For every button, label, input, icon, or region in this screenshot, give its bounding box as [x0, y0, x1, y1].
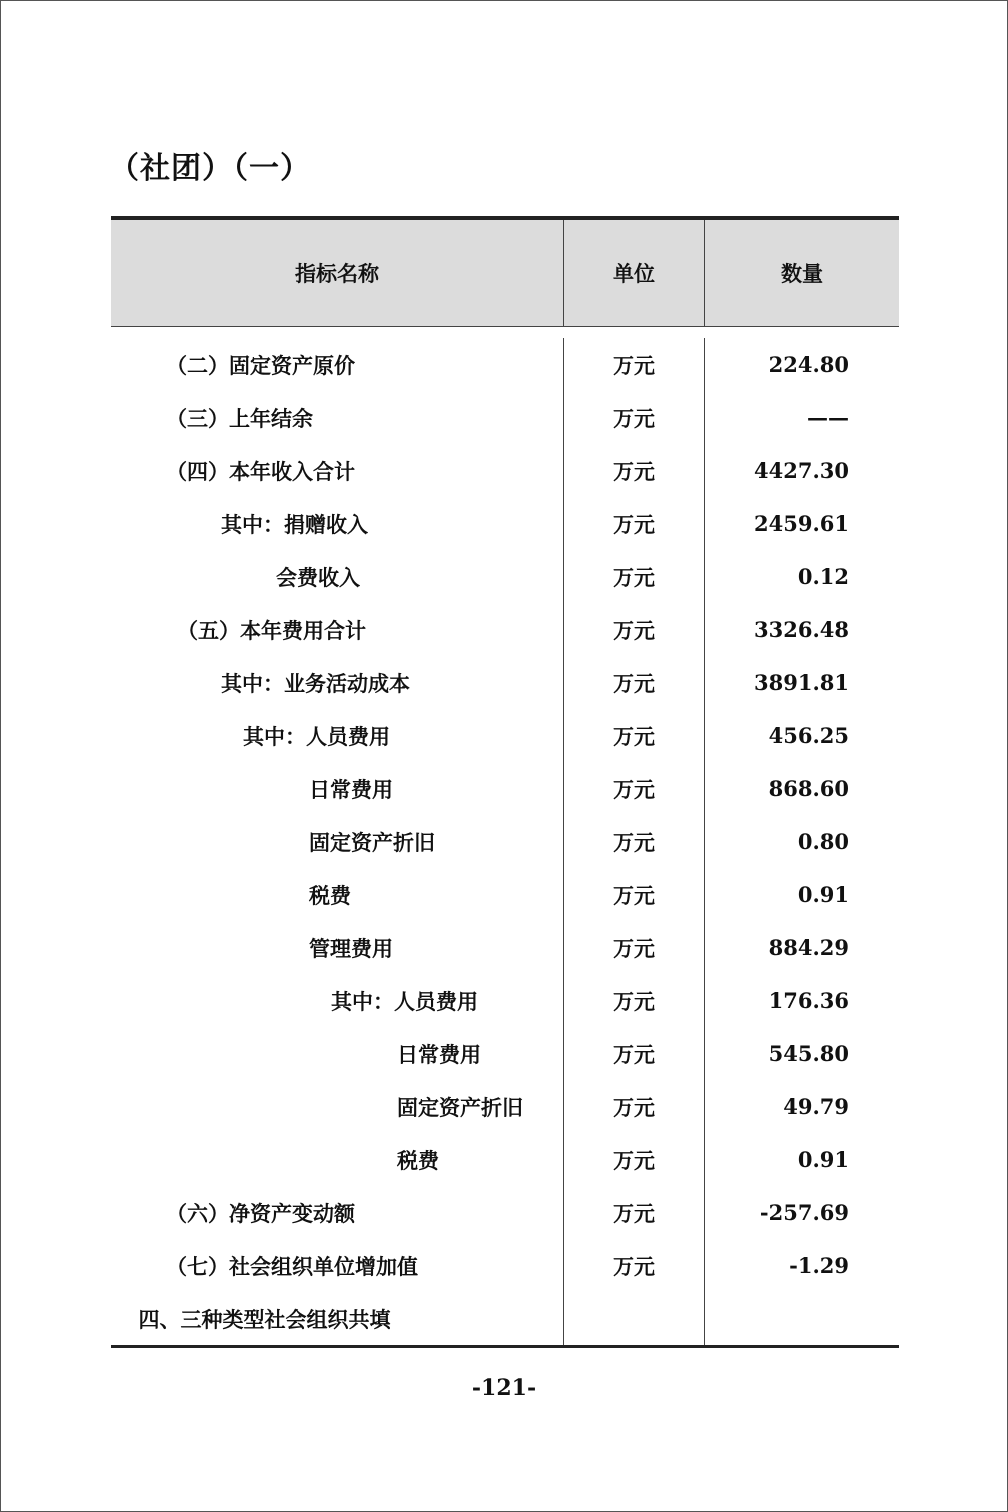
indicator-name-cell: （四）本年收入合计 [166, 458, 355, 484]
indicator-name-cell: 税费 [309, 882, 351, 908]
table-row [111, 1239, 899, 1292]
unit-cell: 万元 [563, 868, 704, 921]
quantity-cell: 3326.48 [704, 603, 899, 656]
quantity-cell: 545.80 [704, 1027, 899, 1080]
table-row [111, 550, 899, 603]
table-row [111, 656, 899, 709]
indicator-name-cell: 固定资产折旧 [309, 829, 435, 855]
page-title: （社团）（一） [109, 151, 311, 186]
quantity-cell: 868.60 [704, 762, 899, 815]
table-bottom-rule [111, 1345, 899, 1348]
indicator-name-cell: 其中：人员费用 [331, 988, 478, 1014]
indicator-name-cell: 固定资产折旧 [397, 1094, 523, 1120]
indicator-name-cell: （六）净资产变动额 [166, 1200, 355, 1226]
indicator-name-cell: 四、三种类型社会组织共填 [138, 1306, 391, 1332]
unit-cell: 万元 [563, 709, 704, 762]
unit-cell: 万元 [563, 1080, 704, 1133]
table-header [111, 220, 899, 327]
indicator-name-cell: 日常费用 [309, 776, 393, 802]
indicator-name-cell: 其中：捐赠收入 [221, 511, 368, 537]
unit-cell: 万元 [563, 815, 704, 868]
table-row [111, 1080, 899, 1133]
quantity-cell: 0.12 [704, 550, 899, 603]
indicator-name-cell: （三）上年结余 [166, 405, 313, 431]
indicator-name-cell: 会费收入 [276, 564, 360, 590]
unit-cell: 万元 [563, 497, 704, 550]
table-row [111, 497, 899, 550]
unit-cell: 万元 [563, 1133, 704, 1186]
quantity-cell: -257.69 [704, 1186, 899, 1239]
indicator-name-cell: （二）固定资产原价 [166, 352, 355, 378]
unit-cell: 万元 [563, 391, 704, 444]
quantity-cell: 2459.61 [704, 497, 899, 550]
table-row [111, 709, 899, 762]
indicator-name-cell: 其中：人员费用 [243, 723, 390, 749]
header-indicator-name: 指标名称 [295, 261, 379, 286]
unit-cell: 万元 [563, 1239, 704, 1292]
table-body [111, 327, 899, 1345]
quantity-cell: 3891.81 [704, 656, 899, 709]
table-row [111, 391, 899, 444]
indicator-name-cell: 其中：业务活动成本 [221, 670, 410, 696]
table-row [111, 868, 899, 921]
statistics-table [111, 216, 899, 1348]
unit-cell: 万元 [563, 603, 704, 656]
indicator-name-cell: 管理费用 [309, 935, 393, 961]
unit-cell: 万元 [563, 338, 704, 391]
header-unit: 单位 [563, 220, 704, 326]
indicator-name-cell: （五）本年费用合计 [177, 617, 366, 643]
quantity-cell: 4427.30 [704, 444, 899, 497]
table-row [111, 1133, 899, 1186]
quantity-cell: —— [704, 391, 899, 444]
unit-cell [563, 1292, 704, 1345]
unit-cell: 万元 [563, 762, 704, 815]
unit-cell: 万元 [563, 656, 704, 709]
table-row [111, 815, 899, 868]
unit-cell: 万元 [563, 550, 704, 603]
quantity-cell: 884.29 [704, 921, 899, 974]
quantity-cell: 456.25 [704, 709, 899, 762]
quantity-cell: 49.79 [704, 1080, 899, 1133]
quantity-cell: 176.36 [704, 974, 899, 1027]
table-row [111, 444, 899, 497]
table-row [111, 603, 899, 656]
indicator-name-cell: （七）社会组织单位增加值 [166, 1253, 418, 1279]
quantity-cell: 0.91 [704, 868, 899, 921]
table-row [111, 974, 899, 1027]
unit-cell: 万元 [563, 1186, 704, 1239]
table-row [111, 921, 899, 974]
quantity-cell [704, 1292, 899, 1345]
quantity-cell: 0.80 [704, 815, 899, 868]
table-row [111, 338, 899, 391]
unit-cell: 万元 [563, 444, 704, 497]
quantity-cell: 0.91 [704, 1133, 899, 1186]
table-row [111, 1292, 899, 1345]
indicator-name-cell: 日常费用 [397, 1041, 481, 1067]
quantity-cell: -1.29 [704, 1239, 899, 1292]
header-quantity: 数量 [704, 220, 899, 326]
table-row [111, 1027, 899, 1080]
table-row [111, 1186, 899, 1239]
page-number: -121- [471, 1375, 537, 1401]
unit-cell: 万元 [563, 974, 704, 1027]
unit-cell: 万元 [563, 1027, 704, 1080]
indicator-name-cell: 税费 [397, 1147, 439, 1173]
unit-cell: 万元 [563, 921, 704, 974]
table-row [111, 762, 899, 815]
quantity-cell: 224.80 [704, 338, 899, 391]
